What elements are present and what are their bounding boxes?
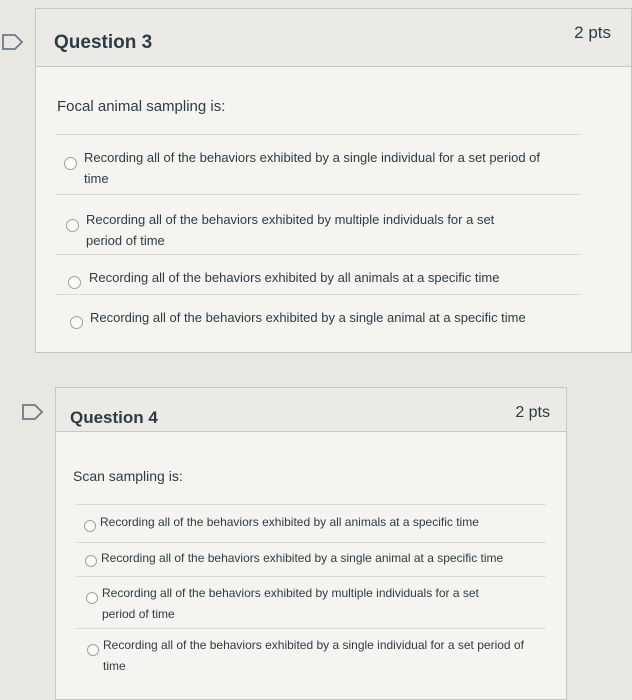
answer-option[interactable] — [76, 628, 546, 688]
answer-option[interactable] — [76, 542, 546, 576]
answer-label: Recording all of the behaviors exhibited by a single individual for a set period of time — [84, 150, 540, 186]
answer-option[interactable] — [76, 576, 546, 628]
answer-label: Recording all of the behaviors exhibited by multiple individuals for a set period of time — [102, 586, 479, 621]
question-points: 2 pts — [574, 23, 611, 42]
question-header — [36, 9, 631, 67]
answer-label: Recording all of the behaviors exhibited by all animals at a specific time — [89, 270, 500, 285]
question-card — [55, 387, 567, 700]
question-prompt: Scan sampling is: — [73, 468, 183, 484]
answer-label: Recording all of the behaviors exhibited by a single individual for a set period of time — [103, 638, 524, 673]
flag-question-icon[interactable] — [2, 34, 24, 50]
answer-option[interactable] — [56, 134, 581, 192]
radio-button[interactable] — [70, 316, 83, 329]
question-card — [35, 8, 632, 353]
flag-question-icon[interactable] — [22, 404, 44, 420]
answer-label: Recording all of the behaviors exhibited by multiple individuals for a set period of time — [86, 212, 495, 248]
question-prompt: Focal animal sampling is: — [57, 98, 226, 115]
radio-button[interactable] — [87, 644, 99, 656]
question-points: 2 pts — [515, 404, 550, 421]
answer-label: Recording all of the behaviors exhibited by a single animal at a specific time — [101, 551, 504, 565]
question-title: Question 3 — [54, 32, 153, 53]
radio-button[interactable] — [68, 276, 81, 289]
radio-button[interactable] — [64, 157, 77, 170]
answer-option[interactable] — [56, 254, 581, 294]
answer-option[interactable] — [76, 504, 546, 542]
answer-option[interactable] — [56, 194, 581, 252]
radio-button[interactable] — [86, 592, 98, 604]
answer-label: Recording all of the behaviors exhibited by all animals at a specific time — [100, 515, 479, 529]
radio-button[interactable] — [66, 219, 79, 232]
answer-label: Recording all of the behaviors exhibited by a single animal at a specific time — [90, 310, 526, 325]
radio-button[interactable] — [85, 555, 97, 567]
answer-option[interactable] — [56, 294, 581, 336]
radio-button[interactable] — [84, 520, 96, 532]
question-title: Question 4 — [70, 408, 158, 427]
question-header — [56, 388, 566, 432]
